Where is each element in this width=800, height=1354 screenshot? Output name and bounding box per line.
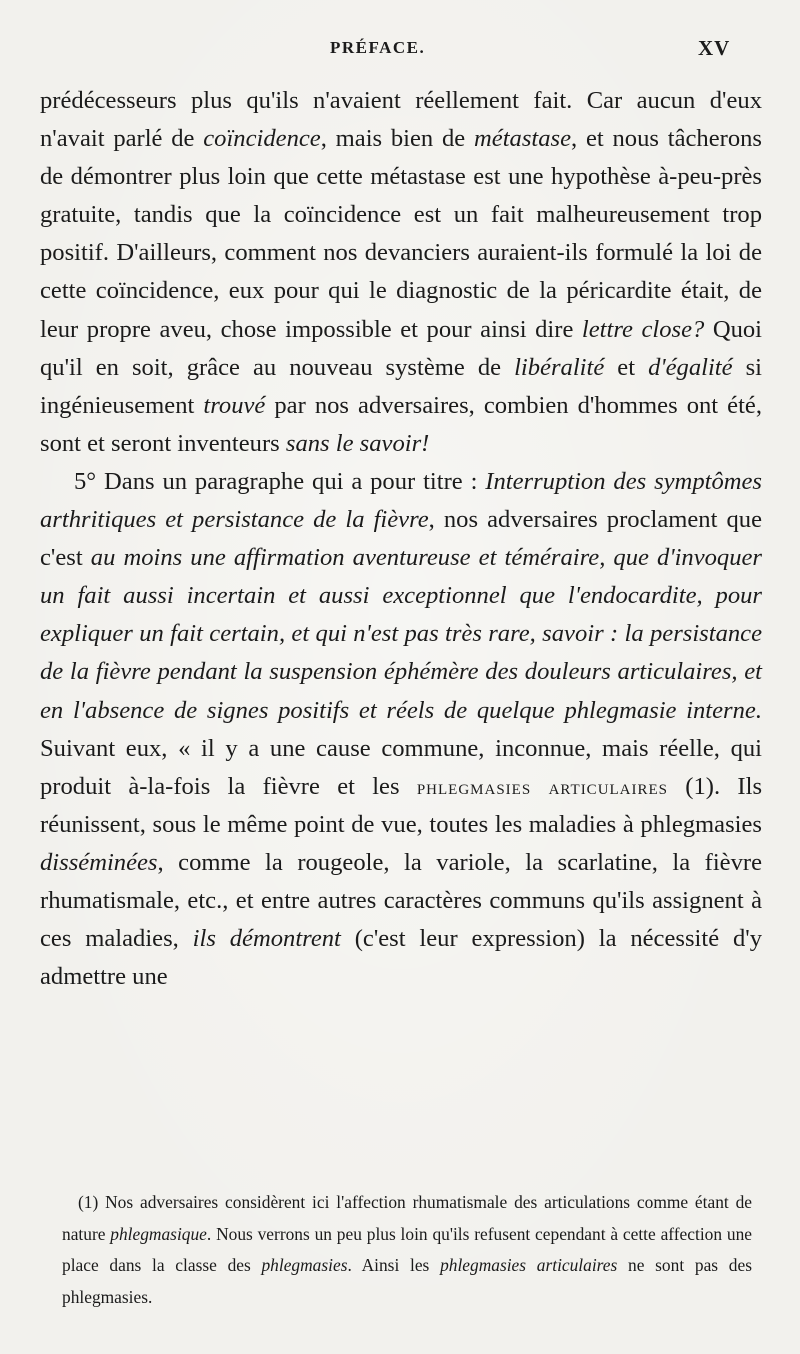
text-run: , comme la rougeole, la variole, la scarlatine, la fièvre rhumatismale, etc., et entre autres caractères communs qu'ils assignent à ces maladies, [40,848,762,953]
italic-run: phlegmasies articulaires [440,1255,618,1275]
italic-run: sans le savoir! [285,429,430,457]
text-run: , et nous tâcherons de démontrer plus loin que cette métastase est une hypothèse à-peu-près gratuite, tandis que la coïncidence est un fait malheureusement trop positif. D'ailleurs, comment nos devanciers auraient-ils formulé la loi de cette coïncidence, eux pour qui le diagnostic de la péricardite était, de leur propre aveu, chose impossible et pour ainsi dire [40,125,762,343]
body-text [40,82,762,996]
text-run: ne sont pas des phlegmasies. [62,1255,752,1307]
running-title: PRÉFACE. [330,38,426,57]
footnote [62,1187,752,1313]
text-run: si ingénieusement [40,353,763,419]
small-caps-run: phlegmasies articulaires [416,774,669,799]
text-run: (1) Nos adversaires considèrent ici l'affection rhumatismale des articulations comme étant de nature [62,1192,752,1244]
text-run: (1). Ils réunissent, sous le même point de vue, toutes les maladies à phlegmasies [40,772,763,838]
text-run: Quoi qu'il en soit, grâce au nouveau système de [40,315,763,381]
italic-run: phlegmasies [261,1255,348,1275]
page-header [0,38,800,68]
text-run: Suivant eux, « il y a une cause commune, inconnue, mais réelle, qui produit à-la-fois la fièvre et les [40,734,762,800]
text-run: 5° Dans un paragraphe qui a pour titre : [74,467,486,495]
italic-run: métastase [474,125,572,153]
text-run: (c'est leur expression) la nécessité d'y admettre une [40,925,762,991]
text-run: , mais bien de [320,125,475,153]
italic-run: coïncidence [203,125,321,153]
italic-run: Interruption des symptômes arthritiques et persistance de la fièvre [40,467,762,534]
text-run: par nos adversaires, combien d'hommes ont été, sont et seront inventeurs [40,391,762,457]
italic-run: d'égalité [648,353,733,381]
text-run: prédécesseurs plus qu'ils n'avaient réellement fait. Car aucun d'eux n'avait parlé de [40,87,762,153]
italic-run: disséminées [40,848,158,876]
italic-run: ils démontrent [192,925,341,953]
footnote-1 [62,1187,752,1313]
text-run: et [604,353,649,381]
italic-run: lettre close? [581,315,705,343]
italic-run: trouvé [203,391,266,419]
italic-run: libéralité [514,353,605,381]
italic-run: au moins une affirmation aventureuse et téméraire, que d'invoquer un fait aussi incertain et aussi exceptionnel que l'endocardite, pour expliquer un fait certain, et qui n'est pas très rare, savoir : la persistance de la fièvre pendant la suspension éphémère des douleurs articulaires, et en l'absence de signes positifs et réels de quelque phlegmasie interne. [40,544,762,724]
text-run: , nos adversaires proclament que c'est [40,506,762,572]
paragraph-2 [40,463,762,996]
page-number: XV [698,36,731,60]
paragraph-1 [40,82,762,463]
text-run: . Ainsi les [347,1255,441,1275]
italic-run: phlegmasique [110,1223,207,1244]
text-run: . Nous verrons un peu plus loin qu'ils refusent cependant à cette affection une place dans la classe des [62,1223,752,1275]
